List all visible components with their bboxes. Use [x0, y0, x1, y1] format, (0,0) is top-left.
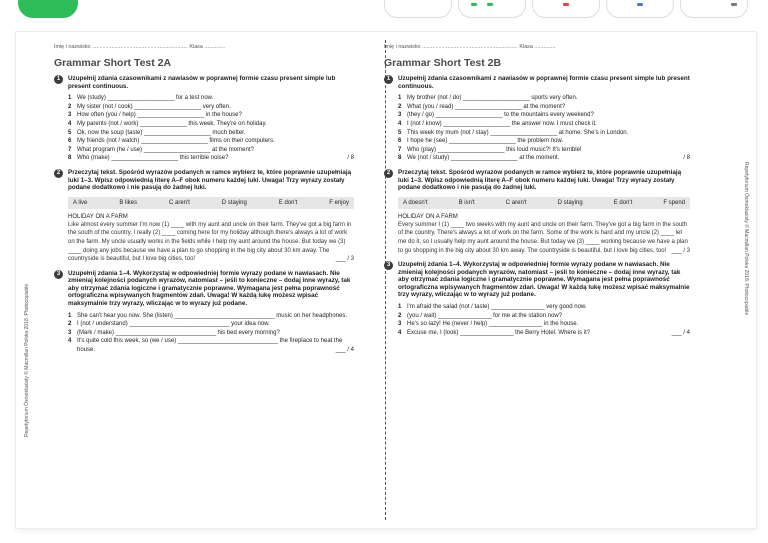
task-1-instruction: 1 Uzupełnij zdania czasownikami z nawiasów w poprawnej formie czasu present simple lub present continuous. [384, 75, 690, 90]
list-item: 3 (they / go) ____________________ to the mountains every weekend? [398, 112, 594, 119]
status-dot [471, 3, 477, 6]
word-option: A live [73, 199, 88, 206]
word-option: F enjoy [329, 199, 349, 206]
primary-action-button[interactable] [18, 0, 78, 18]
word-box [398, 197, 690, 209]
score: / 8 [347, 155, 354, 162]
list-item: 1 My brother (not / do) ____________________ sports very often. [398, 95, 578, 102]
task-1-items [398, 94, 690, 163]
list-item: 6 I hope he (see) ____________________ the problem now. [398, 138, 564, 145]
toolbar-button[interactable] [384, 0, 452, 18]
reading-text: Every summer I (1) ____ two weeks with my aunt and uncle on their farm. They've got a big farm in the south of the country. There's always a lot of work on the farm. Some of the work is hard and my uncle (2) ____ let me do it, so I usually help my aunt around the house. But today we (3) ____ working because we have a plan to go shopping in the big city about 30 km away. The countryside is beautiful, but I love big cities, too! ___ / 3 [398, 221, 690, 254]
list-item: 2 (you / wait) ________________ for me at the station now? [398, 312, 563, 319]
list-item: 4 I (not / know) ____________________ the answer now. I must check it. [398, 120, 597, 127]
word-option: B isn't [458, 199, 475, 206]
task-number-1: 1 [384, 75, 393, 84]
task-3-items [68, 312, 354, 355]
list-item: 2 I (not / understand) ______________________________ your idea now. [68, 321, 270, 328]
score: ___ / 3 [671, 247, 690, 254]
list-item: 7 What program (he / use) ____________________ at the moment? [68, 146, 254, 153]
list-item: 2 My sister (not / cook) ____________________ very often. [68, 103, 231, 110]
word-option: B likes [119, 199, 137, 206]
list-item: 5 This week my mum (not / stay) ____________________ at home. She's in London. [398, 129, 629, 136]
word-option: C aren't [168, 199, 190, 206]
task-number-3: 3 [54, 270, 63, 279]
list-item: 5 Ok, now the soup (taste) ____________________ much better. [68, 129, 246, 136]
word-option: F spend [663, 199, 685, 206]
score: ___ / 4 [671, 329, 690, 336]
list-item: 4 Excuse me, I (look) ________________ the Berry Hotel. Where is it? ___ / 4 [398, 329, 690, 336]
list-item: 8 Who (make) ____________________ this terrible noise? / 8 [68, 155, 354, 162]
list-item: 3 (Mark / make) ______________________________ his bed every morning? [68, 329, 280, 336]
list-item: 6 My friends (not / watch) ____________________ films on their computers. [68, 138, 275, 145]
list-item: 1 I'm afraid the salad (not / taste) ________________ very good now. [398, 304, 587, 311]
task-3-items [398, 303, 690, 337]
task-1-items [68, 94, 354, 163]
score: ___ / 4 [335, 347, 354, 354]
toolbar-button[interactable] [680, 0, 748, 18]
test-a-column [54, 44, 354, 355]
word-option: D staying [221, 199, 247, 206]
word-option: E don't [278, 199, 298, 206]
test-title: Grammar Short Test 2B [384, 57, 502, 69]
list-item: 1 She can't hear you now. She (listen) ______________________________ music on her headphones. [68, 312, 348, 319]
task-number-1: 1 [54, 75, 63, 84]
task-number-2: 2 [54, 169, 63, 178]
test-b-column [384, 44, 690, 337]
list-item: 3 How often (you / help) ____________________ in the house? [68, 112, 242, 119]
test-title: Grammar Short Test 2A [54, 57, 172, 69]
status-dot [487, 3, 493, 6]
toolbar-button[interactable] [458, 0, 526, 18]
list-item: 1 We (study) ____________________ for a test now. [68, 95, 214, 102]
task-number-2: 2 [384, 169, 393, 178]
name-class-line: Imię i nazwisko ................................................................ Klasa .............. [384, 44, 556, 50]
list-item: 4 My parents (not / work) ______________ this week. They're on holiday. [68, 120, 267, 127]
toolbar-button[interactable] [532, 0, 600, 18]
word-option: C aren't [505, 199, 527, 206]
task-number-3: 3 [384, 261, 393, 270]
task-2-instruction: 2 Przeczytaj tekst. Spośród wyrazów podanych w ramce wybierz te, które poprawnie uzupełniają luki 1–3. Wpisz odpowiednią literę A–F obok numeru każdej luki. Uwaga! Trzy wyrazy zostały podane dodatkowo i nie pasują do żadnej luki. [54, 169, 354, 192]
task-3-instruction: 3 Uzupełnij zdania 1–4. Wykorzystaj w odpowiedniej formie wyrazy podane w nawiasach. Nie zmieniaj kolejności podanych wyrazów, natomiast – jeśli to konieczne – dodaj inne wyrazy, tak aby otrzymać zdania logiczne i gramatycznie poprawne. Wymagana jest pełna poprawność ortograficzna wpisywanych fragmentów zdań. Uwaga! W każdą lukę możesz wpisać maksymalnie trzy wyrazy, wliczając w to wyrazy już podane. [54, 270, 354, 308]
word-option: E don't [613, 199, 633, 206]
list-item: 2 What (you / read) ____________________ at the moment? [398, 103, 566, 110]
status-dot [563, 3, 569, 6]
reading-text: Like almost every summer I'm now (1) ____ with my aunt and uncle on their farm. They've got a big farm in the south of the country. I really (2) ____ coming here for my holiday although there's always a lot of work on the farm. My uncle usually works in the fields while I help my aunt around the house. But today we (3) ____ doing any jobs because we have a plan to go shopping in the big city about 30 km away. The countryside is beautiful, but I love big cities, too! ___ / 3 [68, 221, 354, 263]
word-box [68, 197, 354, 209]
copyright-side-text: Repetytorium Ósmoklasisty © Macmillan Polska 2018. Photocopiable [743, 162, 749, 316]
worksheet-page [16, 32, 756, 528]
task-1-instruction: 1 Uzupełnij zdania czasownikami z nawiasów w poprawnej formie czasu present simple lub present continuous. [54, 75, 354, 90]
top-toolbar [0, 0, 768, 26]
word-option: A doesn't [403, 199, 428, 206]
list-item: 4 It's quite cold this week, so (we / use) ______________________________ the fireplace to heat the house. ___ / 4 [68, 338, 354, 354]
task-3-instruction: 3 Uzupełnij zdania 1–4. Wykorzystaj w odpowiedniej formie wyrazy podane w nawiasach. Nie zmieniaj kolejności podanych wyrazów, natomiast – jeśli to konieczne – dodaj inne wyrazy, tak aby otrzymać zdania logiczne i gramatycznie poprawne. Wymagana jest pełna poprawność ortograficzna wpisywanych fragmentów zdań. Uwaga! W każdą lukę możesz wpisać maksymalnie trzy wyrazy, wliczając w to wyrazy już podane. [384, 261, 690, 299]
copyright-side-text: Repetytorium Ósmoklasisty © Macmillan Polska 2018. Photocopiable [24, 283, 30, 437]
list-item: 3 He's so lazy! He (never / help) ________________ in the house. [398, 321, 579, 328]
list-item: 7 Who (play) ____________________ this loud music?! It's terrible! [398, 146, 582, 153]
name-class-line: Imię i nazwisko ................................................................ Klasa .............. [54, 44, 226, 50]
text-title: HOLIDAY ON A FARM [68, 213, 128, 220]
status-dot [637, 3, 643, 6]
status-dot [731, 3, 737, 6]
score: ___ / 3 [335, 256, 354, 263]
task-2-instruction: 2 Przeczytaj tekst. Spośród wyrazów podanych w ramce wybierz te, które poprawnie uzupełniają luki 1–3. Wpisz odpowiednią literę A–F obok numeru każdej luki. Uwaga! Trzy wyrazy zostały podane dodatkowo i nie pasują do żadnej luki. [384, 169, 690, 192]
word-option: D staying [557, 199, 583, 206]
score: / 8 [683, 155, 690, 162]
toolbar-button[interactable] [606, 0, 674, 18]
list-item: 8 We (not / study) ____________________ at the moment. / 8 [398, 155, 690, 162]
text-title: HOLIDAY ON A FARM [398, 213, 458, 220]
